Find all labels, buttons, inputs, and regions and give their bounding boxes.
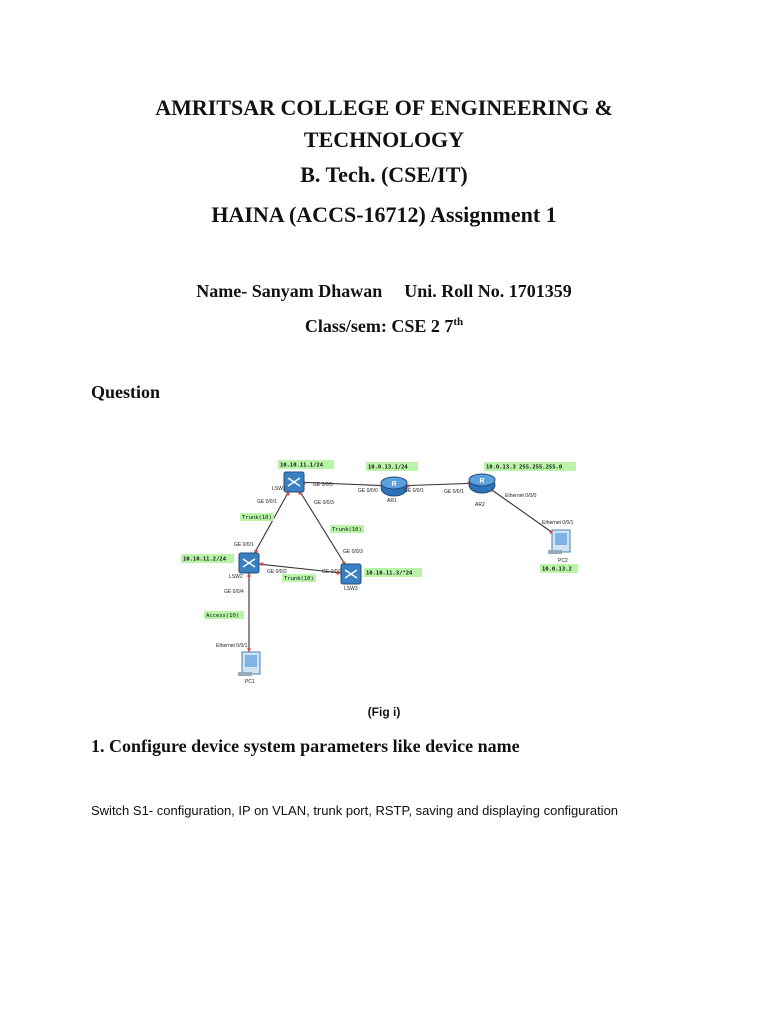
device-label-ar1: AR1 [387,498,397,504]
network-topology-diagram [176,452,596,692]
pc1-icon [238,652,260,676]
ip-ar2: 10.0.13.3 255.255.255.0 [486,464,563,471]
figure-caption: (Fig i) [367,705,401,719]
device-label-lsw3: LSW3 [344,586,358,592]
question-heading: Question [91,382,161,402]
ip-ar1: 10.0.13.1/24 [368,464,408,471]
port-ar1-lsw1: GE 0/0/0 [358,488,378,494]
tag-access-pc1: Access(10) [206,613,240,619]
link-lsw1-ar1 [294,481,397,488]
device-label-pc1: PC1 [245,679,255,685]
ip-lsw1: 10.10.11.1/24 [280,462,324,469]
tag-trunk-lsw1-lsw2: Trunk(10) [242,515,272,521]
student-name: Name- Sanyam Dhawan [196,281,383,301]
port-lsw3-lsw2: GE 0/0/2 [322,569,342,575]
pc2-icon [548,530,570,554]
class-sem-superscript: th [453,316,464,328]
port-lsw2-lsw3: GE 0/0/2 [267,569,287,575]
class-sem: Class/sem: CSE 2 7 [304,316,454,336]
ip-lsw3: 10.10.11.3/^24 [366,570,413,577]
port-lsw1-lsw3: GE 0/0/3 [314,500,334,506]
degree-title: B. Tech. (CSE/IT) [300,162,468,187]
roll-number: Uni. Roll No. 1701359 [404,281,572,301]
port-lsw1-lsw2: GE 0/0/1 [257,499,277,505]
ip-pc2: 10.0.13.2 [542,566,572,573]
port-lsw1-ar1: GE 0/0/5 [313,482,333,488]
switch-lsw3-icon [341,564,361,584]
svg-text:R: R [479,478,485,485]
port-lsw2-lsw1: GE 0/0/1 [234,542,254,548]
port-ar2-ar1: GE 0/0/1 [444,489,464,495]
class-sem-row [0,316,768,337]
switch-lsw2-icon [239,553,259,573]
assignment-title: HAINA (ACCS-16712) Assignment 1 [211,202,557,227]
port-pc1-eth: Ethernet 0/0/1 [216,643,248,649]
device-label-pc2: PC2 [558,558,568,564]
college-name-line1: AMRITSAR COLLEGE OF ENGINEERING & [155,95,613,120]
college-name [0,92,768,156]
port-lsw2-pc1: GE 0/0/4 [224,589,244,595]
section-1-paragraph: Switch S1- configuration, IP on VLAN, trunk port, RSTP, saving and displaying configuration [91,803,619,818]
port-lsw3-lsw1: GE 0/0/3 [343,549,363,555]
port-dots [247,481,552,650]
college-name-line2: TECHNOLOGY [303,127,465,152]
section-1-heading: 1. Configure device system parameters like device name [91,736,520,756]
device-label-lsw2: LSW2 [229,574,243,580]
student-name-row [0,281,768,302]
port-pc2-eth: Ethernet 0/0/1 [542,520,574,526]
port-ar1-ar2: GE 0/0/1 [404,488,424,494]
port-ar2-pc2: Ethernet 0/0/0 [505,493,537,499]
switch-lsw1-icon [284,472,304,492]
device-label-ar2: AR2 [475,502,485,508]
tag-trunk-lsw1-lsw3: Trunk(10) [332,527,362,533]
ip-lsw2: 10.10.11.2/24 [183,556,227,563]
link-ar2-pc2 [482,483,560,538]
router-ar2-icon [469,474,495,493]
device-label-lsw1: LSW1 [272,486,286,492]
svg-text:R: R [391,481,397,488]
tag-trunk-lsw2-lsw3: Trunk(10) [284,576,314,582]
